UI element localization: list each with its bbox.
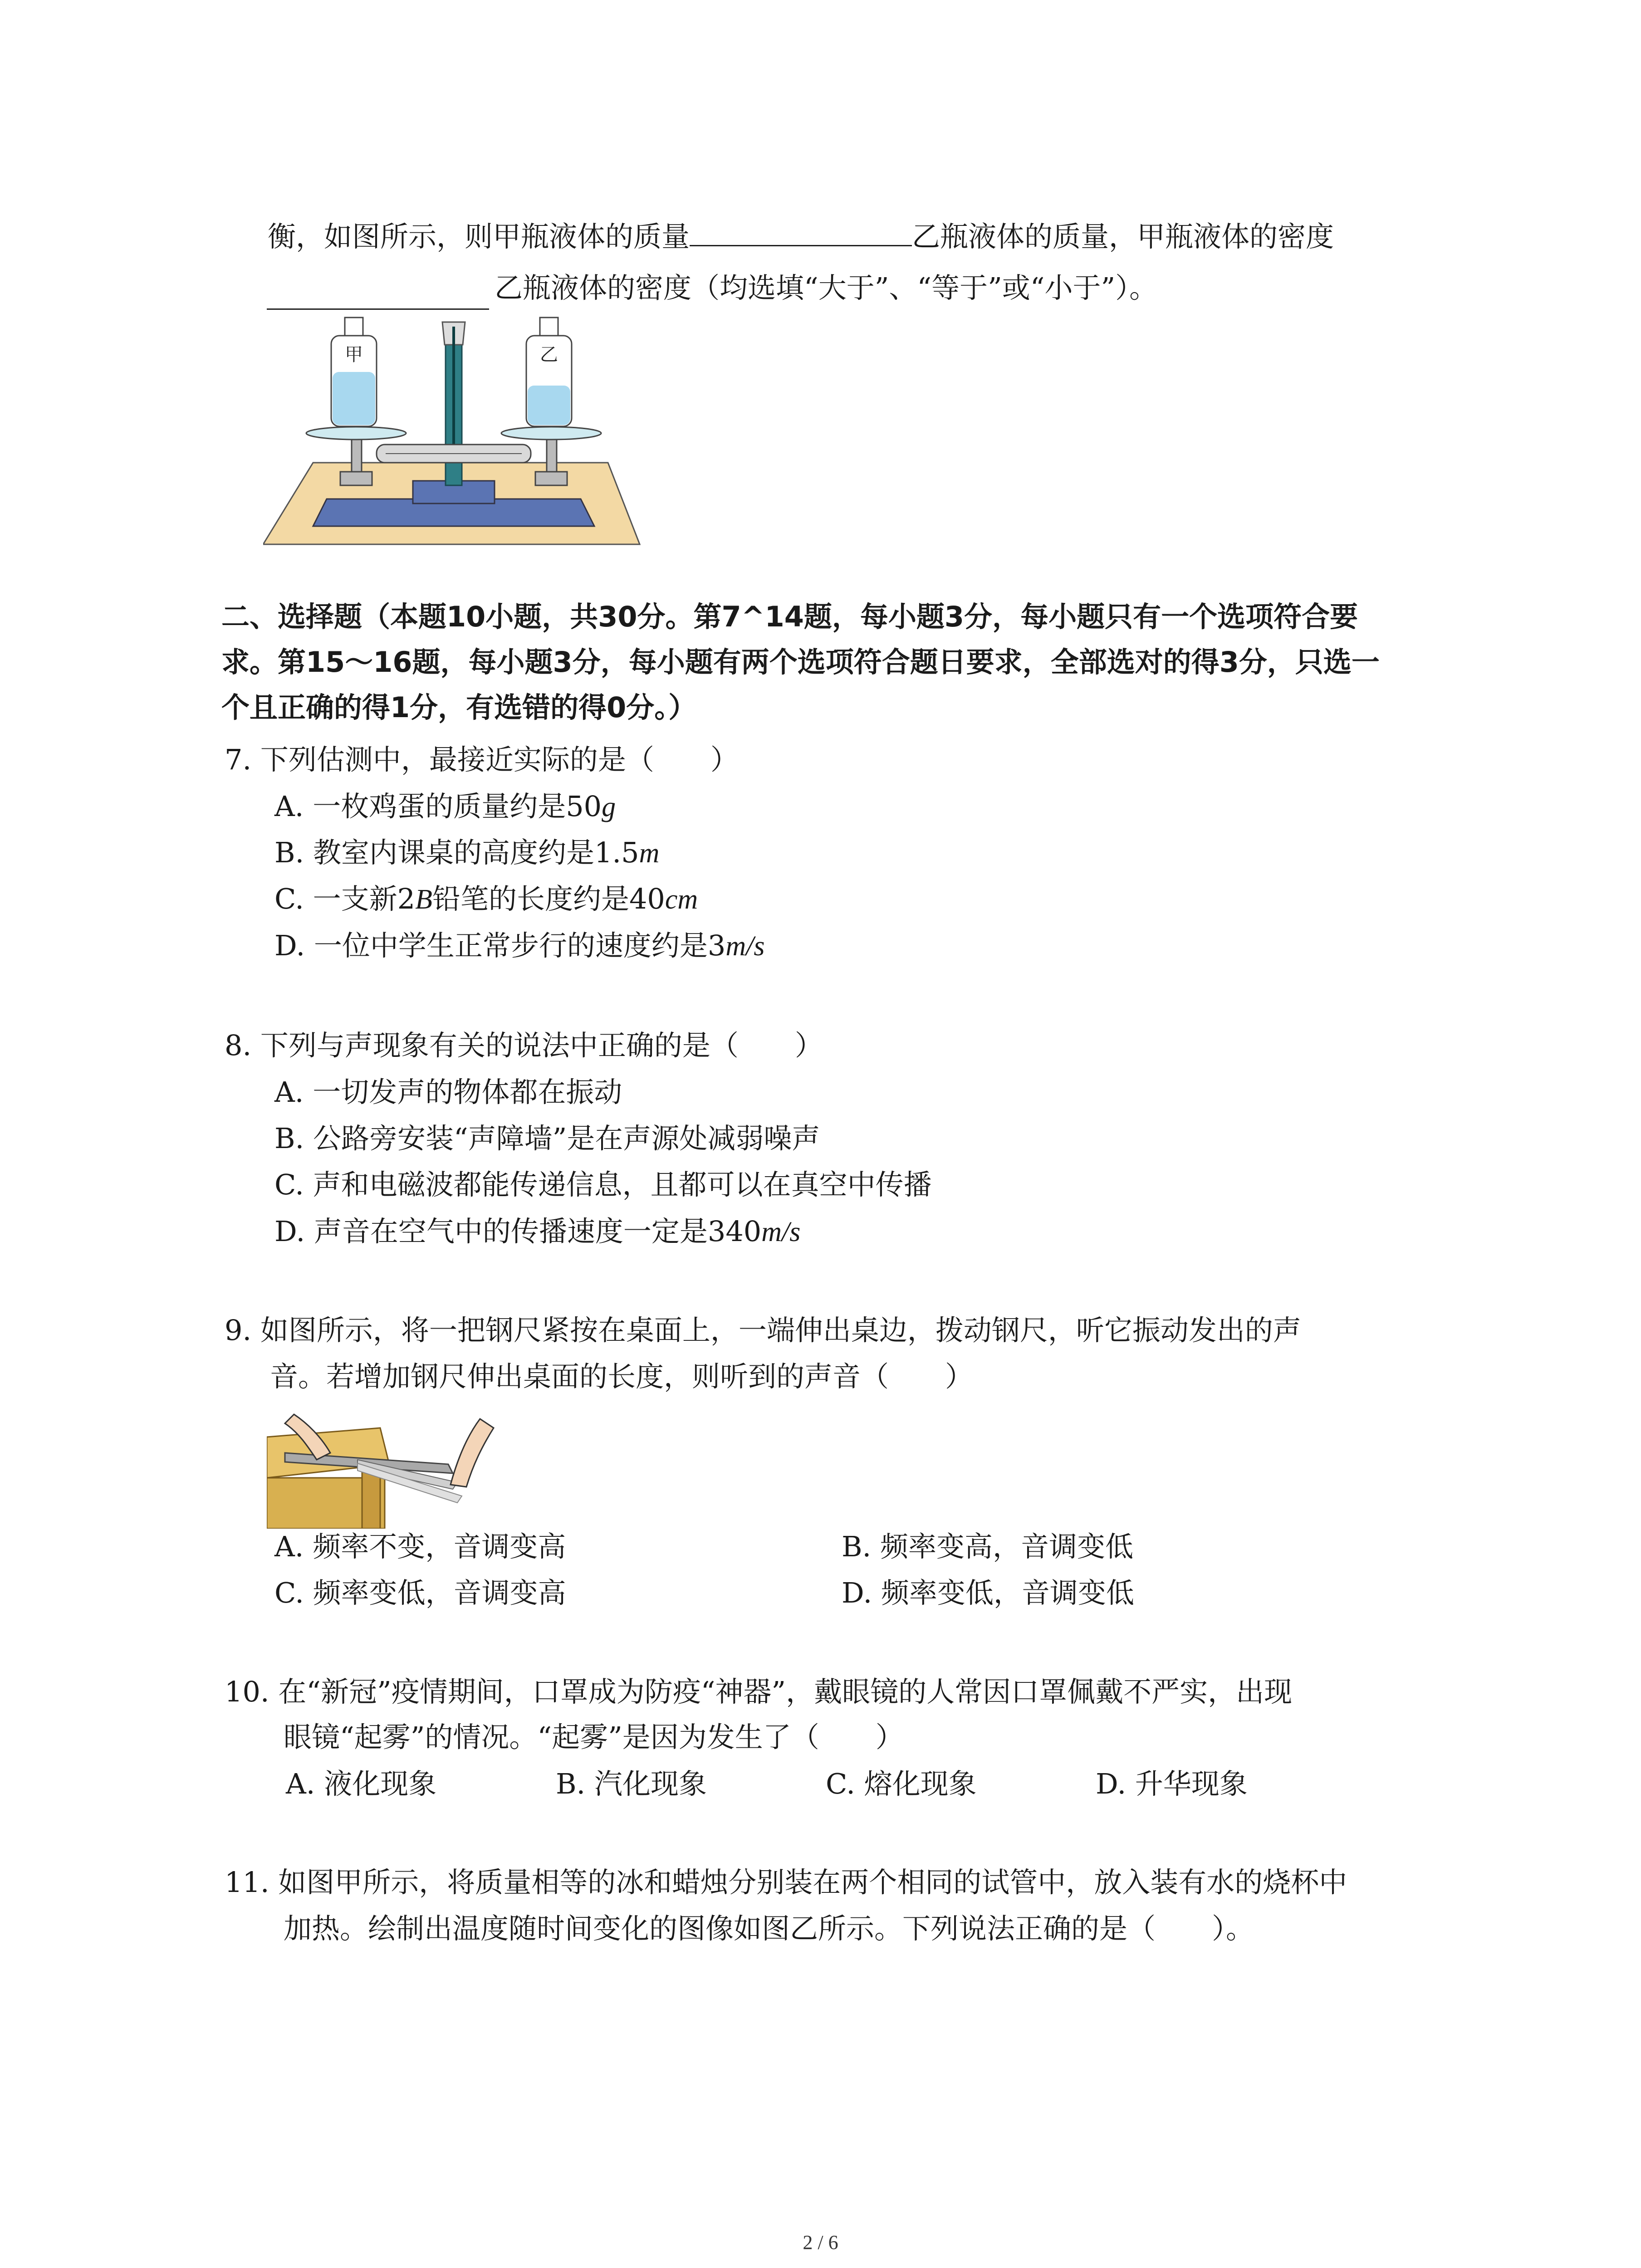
- q10-option-d[interactable]: D. 升华现象: [1096, 1767, 1248, 1800]
- bottle-yi-label: 乙: [540, 344, 558, 365]
- q6-text-a: 衡，如图所示，则甲瓶液体的质量: [268, 220, 690, 253]
- q8-option-b[interactable]: B. 公路旁安装“声障墙”是在声源处减弱噪声: [274, 1122, 820, 1155]
- bottle-yi: [526, 318, 572, 426]
- q9-stem-1: 9. 如图所示，将一把钢尺紧按在桌面上，一端伸出桌边，拨动钢尺，听它振动发出的声: [225, 1314, 1301, 1347]
- q11-stem-1: 11. 如图甲所示，将质量相等的冰和蜡烛分别装在两个相同的试管中，放入装有水的烧杯中: [225, 1866, 1347, 1899]
- bottle-jia: [331, 318, 377, 426]
- q7-option-a[interactable]: A. 一枚鸡蛋的质量约是50g: [274, 790, 616, 823]
- q6-line2: 乙瓶液体的密度（均选填“大于”、“等于”或“小于”）。: [495, 271, 1158, 304]
- q10-option-c[interactable]: C. 熔化现象: [826, 1767, 977, 1800]
- q9-option-d[interactable]: D. 频率变低，音调变低: [842, 1576, 1134, 1609]
- q9-stem-2: 音。若增加钢尺伸出桌面的长度，则听到的声音（ ）: [270, 1360, 974, 1393]
- q6-blank-1[interactable]: [690, 218, 912, 246]
- right-pan: [501, 427, 601, 440]
- q10-option-a[interactable]: A. 液化现象: [286, 1767, 437, 1800]
- q9-option-c[interactable]: C. 频率变低，音调变高: [274, 1576, 566, 1609]
- q7-option-d[interactable]: D. 一位中学生正常步行的速度约是3m/s: [274, 929, 765, 962]
- balance-figure: [263, 308, 644, 553]
- q6-text-b: 乙瓶液体的质量，甲瓶液体的密度: [912, 220, 1334, 253]
- q10-stem-1: 10. 在“新冠”疫情期间，口罩成为防疫“神器”，戴眼镜的人常因口罩佩戴不严实，出现: [225, 1675, 1293, 1708]
- q8-stem: 8. 下列与声现象有关的说法中正确的是（ ）: [225, 1029, 823, 1062]
- left-pan: [306, 427, 406, 440]
- bottle-jia-label: 甲: [345, 344, 363, 365]
- q9-option-a[interactable]: A. 频率不变，音调变高: [274, 1530, 566, 1563]
- q10-stem-2: 眼镜“起雾”的情况。“起雾”是因为发生了（ ）: [284, 1721, 904, 1754]
- q7-option-b[interactable]: B. 教室内课桌的高度约是1.5m: [274, 836, 660, 869]
- section2-line3: 个且正确的得1分，有选错的得0分。）: [221, 691, 697, 724]
- q8-option-a[interactable]: A. 一切发声的物体都在振动: [274, 1075, 622, 1109]
- q8-option-c[interactable]: C. 声和电磁波都能传递信息，且都可以在真空中传播: [274, 1168, 932, 1201]
- q10-option-b[interactable]: B. 汽化现象: [556, 1767, 707, 1800]
- q8-option-d[interactable]: D. 声音在空气中的传播速度一定是340m/s: [274, 1215, 801, 1248]
- q7-stem: 7. 下列估测中，最接近实际的是（ ）: [225, 743, 739, 776]
- section2-line1: 二、选择题（本题10小题，共30分。第7^14题，每小题3分，每小题只有一个选项符合要: [221, 600, 1358, 633]
- q7-option-c[interactable]: C. 一支新2B铅笔的长度约是40cm: [274, 882, 698, 915]
- page-number: 2 / 6: [803, 2231, 838, 2253]
- q9-option-b[interactable]: B. 频率变高，音调变低: [842, 1530, 1133, 1563]
- q6-line1: [268, 218, 1334, 255]
- section2-line2: 求。第15～16题，每小题3分，每小题有两个选项符合题日要求，全部选对的得3分，只选一: [221, 645, 1380, 679]
- q11-stem-2: 加热。绘制出温度随时间变化的图像如图乙所示。下列说法正确的是（ ）。: [284, 1912, 1254, 1945]
- ruler-figure: [267, 1410, 503, 1529]
